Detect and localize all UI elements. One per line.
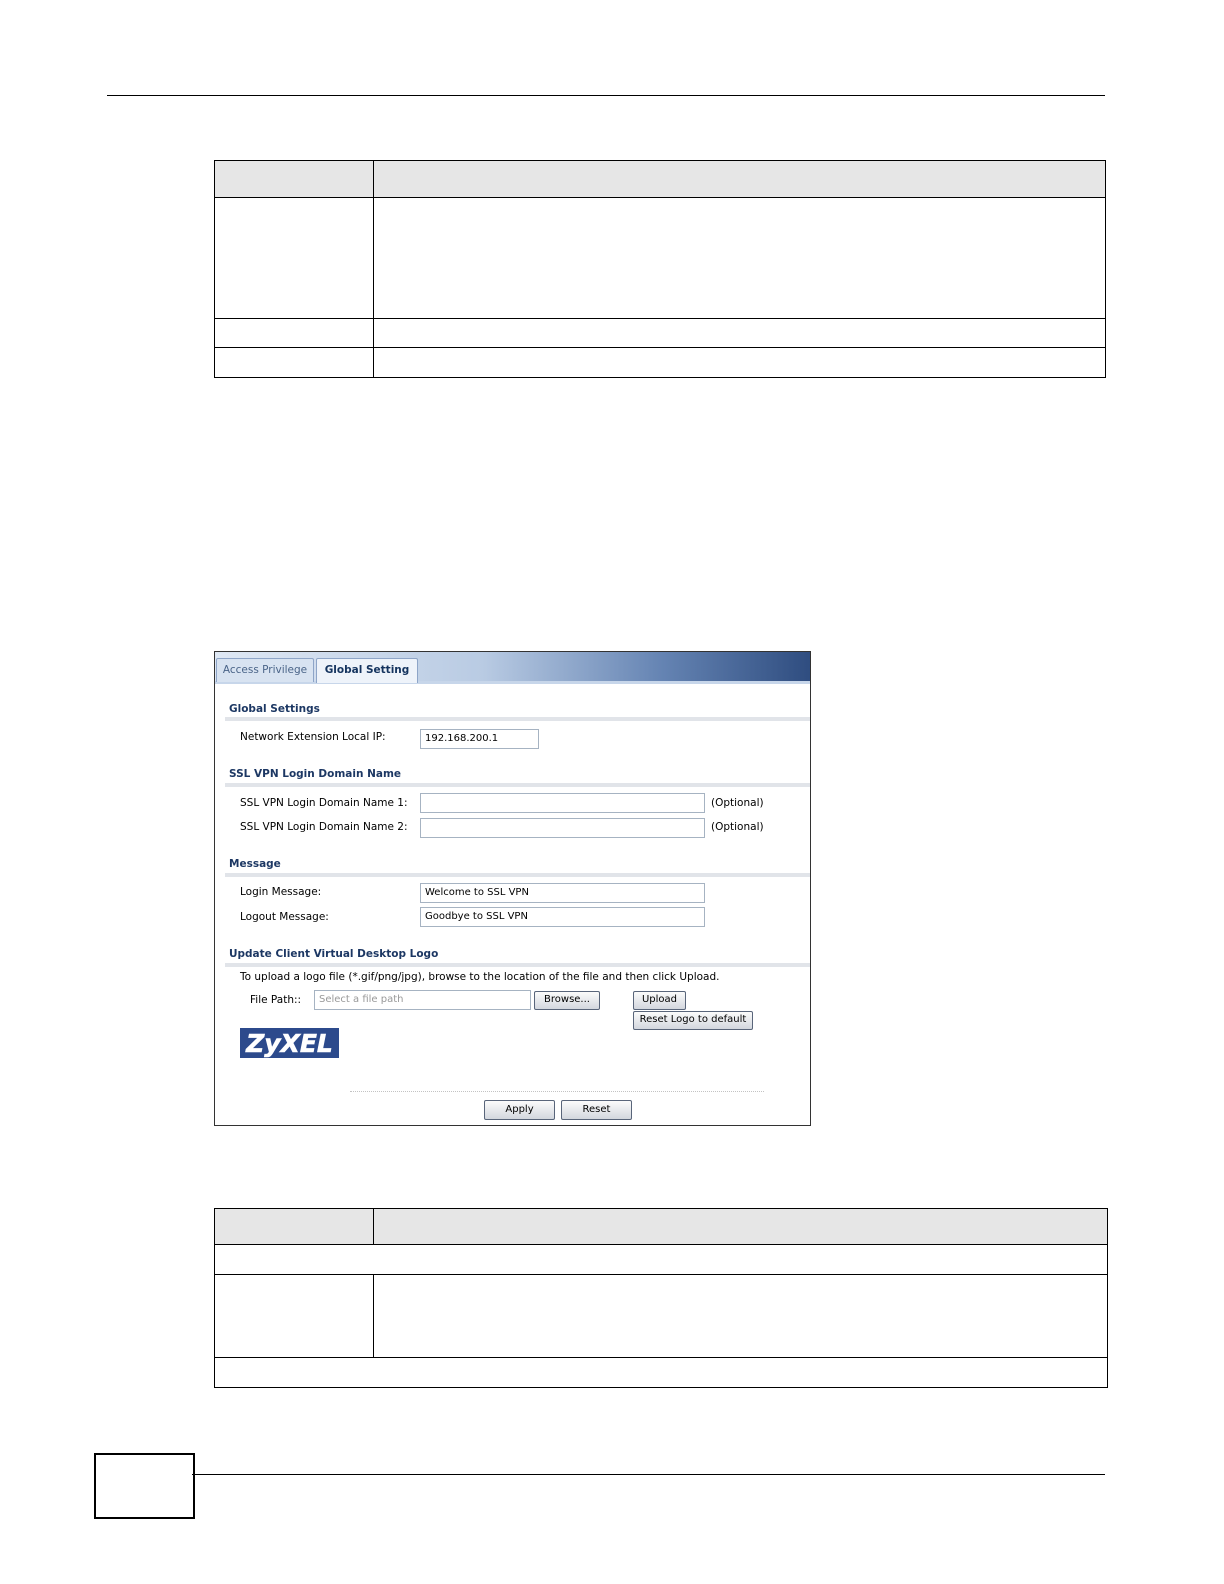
upload-button[interactable]: Upload [633, 991, 686, 1010]
section-title-message: Message [229, 858, 281, 870]
table-row [215, 319, 1106, 348]
domain-name-1-label: SSL VPN Login Domain Name 1: [240, 797, 408, 809]
lower-table [214, 1208, 1108, 1388]
reset-logo-button[interactable]: Reset Logo to default [633, 1011, 753, 1030]
network-extension-ip-input[interactable]: 192.168.200.1 [420, 729, 539, 749]
footer-rule [192, 1474, 1105, 1475]
reset-button[interactable]: Reset [561, 1100, 632, 1120]
domain-name-2-label: SSL VPN Login Domain Name 2: [240, 821, 408, 833]
section-divider [225, 717, 810, 721]
domain-name-2-input[interactable] [420, 818, 705, 838]
table-row [215, 198, 1106, 319]
optional-note: (Optional) [711, 797, 764, 809]
tab-access-privilege[interactable]: Access Privilege [216, 658, 314, 682]
page-number-box [94, 1453, 195, 1519]
table-row [215, 1275, 1108, 1358]
table-header-row [215, 1209, 1108, 1245]
section-title-domain-name: SSL VPN Login Domain Name [229, 768, 402, 780]
header-rule [107, 95, 1105, 96]
table-row [215, 348, 1106, 378]
global-setting-screen [214, 651, 811, 1126]
section-title-logo: Update Client Virtual Desktop Logo [229, 948, 439, 960]
browse-button[interactable]: Browse... [534, 991, 600, 1010]
table-row [215, 1245, 1108, 1275]
footer-divider [350, 1091, 764, 1092]
section-title-global-settings: Global Settings [229, 703, 320, 715]
section-divider [225, 783, 810, 787]
logo-upload-instructions: To upload a logo file (*.gif/png/jpg), browse to the location of the file and then click Upload. [240, 971, 720, 983]
login-message-label: Login Message: [240, 886, 322, 898]
section-divider [225, 963, 810, 967]
zyxel-logo [240, 1028, 339, 1058]
logo-text: ZyXEL [246, 1029, 333, 1058]
file-path-label: File Path:: [250, 994, 302, 1006]
logout-message-label: Logout Message: [240, 911, 329, 923]
section-divider [225, 873, 810, 877]
logout-message-input[interactable]: Goodbye to SSL VPN [420, 907, 705, 927]
table-row [215, 1358, 1108, 1388]
login-message-input[interactable]: Welcome to SSL VPN [420, 883, 705, 903]
tab-global-setting[interactable]: Global Setting [316, 658, 418, 683]
file-path-input[interactable]: Select a file path [314, 990, 531, 1010]
network-extension-label: Network Extension Local IP: [240, 731, 386, 743]
optional-note: (Optional) [711, 821, 764, 833]
domain-name-1-input[interactable] [420, 793, 705, 813]
upper-table [214, 160, 1106, 378]
apply-button[interactable]: Apply [484, 1100, 555, 1120]
table-header-row [215, 161, 1106, 198]
